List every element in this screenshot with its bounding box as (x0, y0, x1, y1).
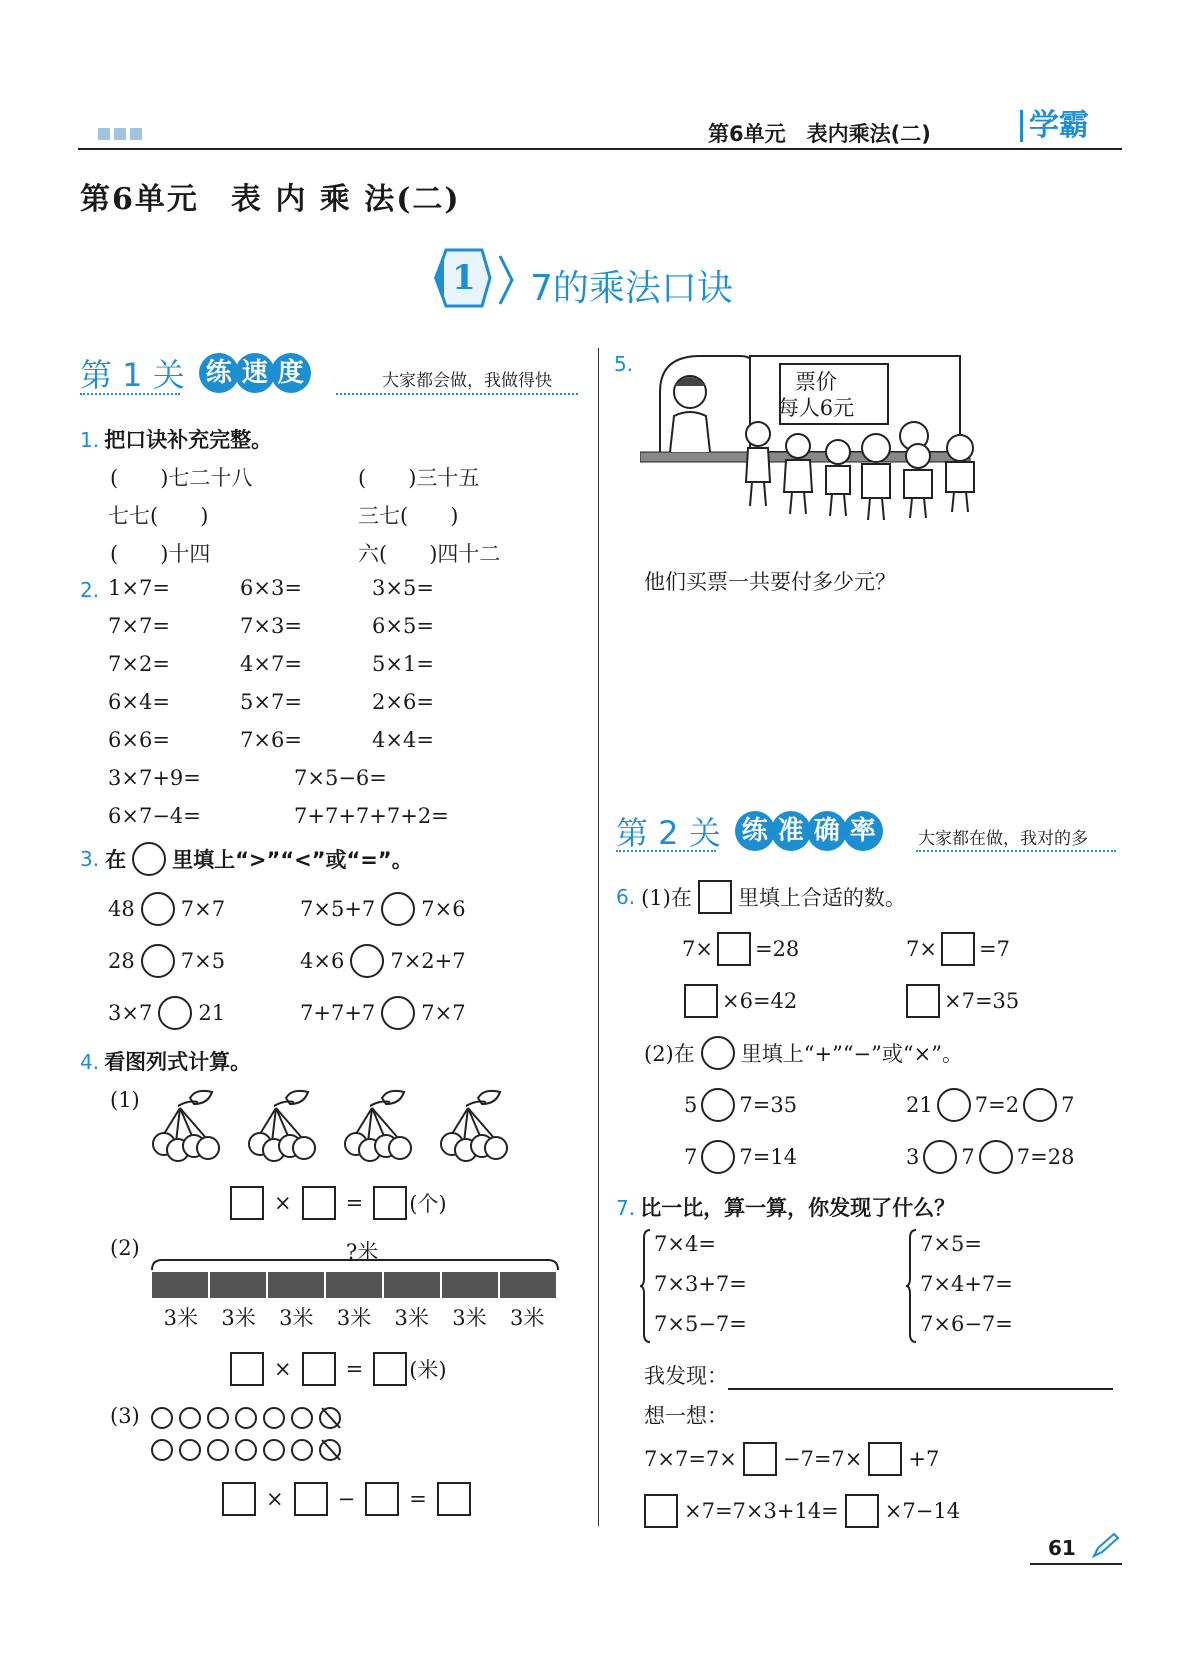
q3-right: 21 (198, 1001, 226, 1025)
unit-label: (米) (409, 1358, 447, 1382)
expr: 21 (906, 1093, 933, 1117)
q2-item: 7×7= (108, 614, 170, 638)
segment-label: 3米 (221, 1306, 256, 1330)
operator: × (274, 1357, 292, 1381)
segment-label: 3米 (336, 1306, 372, 1330)
q3-left: 3×7 (108, 1001, 153, 1025)
q6-item (684, 1088, 797, 1122)
answer-box[interactable] (845, 1494, 879, 1528)
answer-circle[interactable] (141, 944, 175, 978)
q3-left: 7+7+7 (300, 1001, 376, 1025)
q3-row (108, 996, 225, 1030)
level2-heading (616, 808, 879, 854)
column-divider (598, 348, 599, 1526)
q4-p1-equation (230, 1186, 447, 1220)
q3-row (300, 996, 466, 1030)
q3-left: 48 (108, 897, 135, 921)
q2-item: 4×7= (240, 652, 302, 676)
answer-circle[interactable] (701, 1140, 735, 1174)
brace-icon (640, 1228, 652, 1344)
q1-item: ( )三十五 (358, 466, 480, 490)
q2-item: 2×6= (372, 690, 434, 714)
header-section-title: 第6单元 表内乘法(二) (708, 122, 931, 146)
level2-badge: 率 (843, 811, 883, 851)
q7-left-item: 7×5−7= (654, 1312, 747, 1336)
expr: 7=2 (974, 1093, 1020, 1117)
question-number: 7. (616, 1196, 636, 1220)
q7-think-line2 (644, 1494, 960, 1528)
pencil-icon (1090, 1532, 1120, 1560)
level1-badge: 度 (271, 353, 311, 393)
brand-logo: 学霸 (1020, 110, 1089, 142)
question-number: 4. (80, 1050, 100, 1074)
q2-item: 6×4= (108, 690, 170, 714)
question-number: 5. (614, 352, 634, 376)
q2-item: 6×5= (372, 614, 434, 638)
segment-label: 3米 (163, 1306, 199, 1330)
level2-badge: 确 (807, 811, 847, 851)
brace-icon (906, 1228, 918, 1344)
q7-found-row (644, 1360, 1113, 1390)
answer-box[interactable] (743, 1442, 777, 1476)
expr: 7× (906, 937, 937, 961)
question-title: 在 (105, 848, 127, 872)
expr: 7=14 (739, 1145, 798, 1169)
expr: 5 (684, 1093, 698, 1117)
answer-circle[interactable] (158, 996, 192, 1030)
q7-right-item: 7×6−7= (920, 1312, 1013, 1336)
expr: 7=28 (1016, 1145, 1075, 1169)
q2-item: 6×6= (108, 728, 170, 752)
divider (80, 393, 180, 395)
answer-circle[interactable] (350, 944, 384, 978)
footer-rule (1030, 1563, 1122, 1565)
question-number: 3. (80, 847, 100, 871)
q3-right: 7×7 (421, 1001, 466, 1025)
answer-circle[interactable] (132, 842, 166, 876)
q7-left-item: 7×4= (654, 1232, 716, 1256)
expr: =28 (754, 937, 800, 961)
segment-label: 3米 (394, 1306, 429, 1330)
operator: × (274, 1191, 292, 1215)
q3-right: 7×6 (421, 897, 466, 921)
expr: ×7=7×3+14= (684, 1499, 839, 1523)
q1-item: ( )十四 (110, 542, 211, 566)
divider (616, 850, 716, 852)
operator: = (409, 1487, 427, 1511)
q4-part-label: (2) (110, 1236, 140, 1260)
answer-box[interactable] (644, 1494, 678, 1528)
operator: × (266, 1487, 284, 1511)
q6-item (906, 1088, 1074, 1122)
q7-think-line1 (644, 1442, 939, 1476)
header-decoration (98, 128, 142, 140)
answer-circle[interactable] (701, 1036, 735, 1070)
answer-box[interactable] (684, 984, 718, 1018)
question-title: (2)在 (644, 1042, 695, 1066)
question-title: 里填上“+”“−”或“×”。 (740, 1042, 963, 1066)
answer-circle[interactable] (141, 892, 175, 926)
unit-title: 第6单元 表 内 乘 法(二) (80, 182, 461, 217)
expr: +7 (908, 1447, 940, 1471)
divider (916, 850, 1116, 852)
q2-item: 5×7= (240, 690, 302, 714)
q2-item: 7×6= (240, 728, 302, 752)
level1-heading (80, 350, 307, 396)
q2-item: 3×5= (372, 576, 434, 600)
q3-row (300, 892, 466, 926)
q6-item (906, 1140, 1074, 1174)
q6-item (682, 932, 799, 966)
expr: 7=35 (739, 1093, 798, 1117)
question-number: 2. (80, 578, 100, 602)
question-title: (1)在 (641, 886, 692, 910)
operator: = (345, 1191, 364, 1215)
expr: =7 (978, 937, 1010, 961)
q6-item (684, 1140, 797, 1174)
q1-item: 六( )四十二 (358, 542, 501, 566)
expr: ×7−14 (884, 1499, 961, 1523)
question-title: 里填上合适的数。 (737, 886, 906, 910)
ticket-sign-line: 每人6元 (777, 396, 855, 420)
q6-item (684, 984, 797, 1018)
answer-box[interactable] (373, 1352, 407, 1386)
q2-item: 1×7= (108, 576, 170, 600)
answer-box[interactable] (698, 880, 732, 914)
q3-left: 4×6 (300, 949, 345, 973)
q6-item (906, 984, 1019, 1018)
answer-box[interactable] (302, 1352, 336, 1386)
q4-heading (80, 1046, 251, 1076)
answer-box[interactable] (437, 1482, 471, 1516)
level2-tagline: 大家都在做，我对的多 (918, 829, 1088, 849)
q6-item (906, 932, 1010, 966)
q3-left: 7×5+7 (300, 897, 376, 921)
level1-badge: 练 (199, 353, 239, 393)
q6-p2-heading (644, 1036, 963, 1070)
q2-item: 7×5−6= (294, 766, 387, 790)
q2-item: 7+7+7+7+2= (294, 804, 449, 828)
q7-right-item: 7×5= (920, 1232, 982, 1256)
level1-badge: 速 (235, 353, 275, 393)
question-title: 看图列式计算。 (104, 1050, 252, 1074)
unit-label: (个) (409, 1192, 447, 1216)
q3-row (300, 944, 466, 978)
answer-box[interactable] (373, 1186, 407, 1220)
q7-left-item: 7×3+7= (654, 1272, 747, 1296)
lesson-title: 7的乘法口诀 (530, 268, 733, 309)
expr: 7 (684, 1145, 698, 1169)
q3-row (108, 944, 225, 978)
question-title: 比一比，算一算，你发现了什么？ (640, 1196, 956, 1220)
segment-label: 3米 (279, 1306, 314, 1330)
expr: 7×7=7× (644, 1447, 737, 1471)
level1-tagline: 大家都会做，我做得快 (382, 371, 552, 391)
level2-label: 第 2 关 (616, 814, 721, 852)
question-number: 6. (616, 885, 636, 909)
q2-item: 5×1= (372, 652, 434, 676)
answer-circle[interactable] (381, 892, 415, 926)
level2-badge: 练 (735, 811, 775, 851)
q4-part-label: (1) (110, 1088, 140, 1112)
segment-label: 3米 (452, 1306, 487, 1330)
answer-box[interactable] (294, 1482, 328, 1516)
q4-p3-equation (222, 1482, 471, 1516)
q7-heading (616, 1192, 955, 1222)
segment-labels (152, 1302, 556, 1332)
q3-left: 28 (108, 949, 135, 973)
q3-heading (80, 842, 413, 876)
answer-box[interactable] (365, 1482, 399, 1516)
question-number: 1. (80, 428, 100, 452)
answer-box[interactable] (230, 1352, 264, 1386)
answer-line[interactable] (728, 1368, 1113, 1390)
expr: 3 (906, 1145, 920, 1169)
lesson-number: 1 (452, 258, 476, 298)
segment-label: 3米 (509, 1306, 545, 1330)
q3-right: 7×7 (180, 897, 226, 921)
q2-item: 6×3= (240, 576, 302, 600)
question-title: 把口诀补充完整。 (104, 428, 273, 452)
expr: ×7=35 (944, 989, 1020, 1013)
expr: 7× (682, 937, 713, 961)
answer-circle[interactable] (923, 1140, 957, 1174)
think-label: 想一想： (644, 1404, 728, 1428)
q2-item: 3×7+9= (108, 766, 201, 790)
q2-item: 7×3= (240, 614, 302, 638)
q2-item: 4×4= (372, 728, 434, 752)
q1-heading (80, 424, 272, 454)
q1-item: 三七( ) (358, 504, 459, 528)
q6-p1-heading (616, 880, 906, 914)
q3-row (108, 892, 225, 926)
q2-item: 6×7−4= (108, 804, 201, 828)
operator: − (337, 1487, 356, 1511)
answer-box[interactable] (302, 1186, 336, 1220)
answer-box[interactable] (222, 1482, 256, 1516)
q3-right: 7×2+7 (390, 949, 466, 973)
circles-illustration (150, 1404, 370, 1468)
q3-right: 7×5 (180, 949, 226, 973)
divider (336, 393, 578, 395)
answer-circle[interactable] (381, 996, 415, 1030)
q4-p2-equation (230, 1352, 447, 1386)
found-label: 我发现： (644, 1364, 728, 1388)
bracket (150, 1258, 560, 1272)
answer-circle[interactable] (1023, 1088, 1057, 1122)
answer-box[interactable] (941, 932, 975, 966)
operator: = (345, 1357, 364, 1381)
question-title: 里填上“>”“<”或“=”。 (172, 848, 413, 872)
answer-box[interactable] (230, 1186, 264, 1220)
level1-label: 第 1 关 (80, 356, 185, 394)
ticket-sign-line: 票价 (795, 370, 837, 394)
q1-item: ( )七二十八 (110, 466, 253, 490)
answer-box[interactable] (868, 1442, 902, 1476)
length-question: ?米 (346, 1240, 379, 1264)
header-rule (78, 148, 1122, 150)
level2-badge: 准 (771, 811, 811, 851)
expr: 7 (961, 1145, 975, 1169)
q2-item: 7×2= (108, 652, 170, 676)
answer-box[interactable] (906, 984, 940, 1018)
expr: ×6=42 (722, 989, 798, 1013)
q7-right-item: 7×4+7= (920, 1272, 1013, 1296)
answer-circle[interactable] (937, 1088, 971, 1122)
chevron-icon (496, 252, 516, 308)
cherries-illustration (150, 1086, 540, 1166)
q1-item: 七七( ) (108, 504, 209, 528)
q4-part-label: (3) (110, 1404, 140, 1428)
length-bar (152, 1272, 556, 1298)
page-number: 61 (1048, 1536, 1076, 1560)
answer-box[interactable] (717, 932, 751, 966)
expr: −7=7× (782, 1447, 863, 1471)
answer-circle[interactable] (979, 1140, 1013, 1174)
q5-question: 他们买票一共要付多少元？ (644, 570, 896, 594)
expr: 7 (1061, 1093, 1075, 1117)
answer-circle[interactable] (701, 1088, 735, 1122)
